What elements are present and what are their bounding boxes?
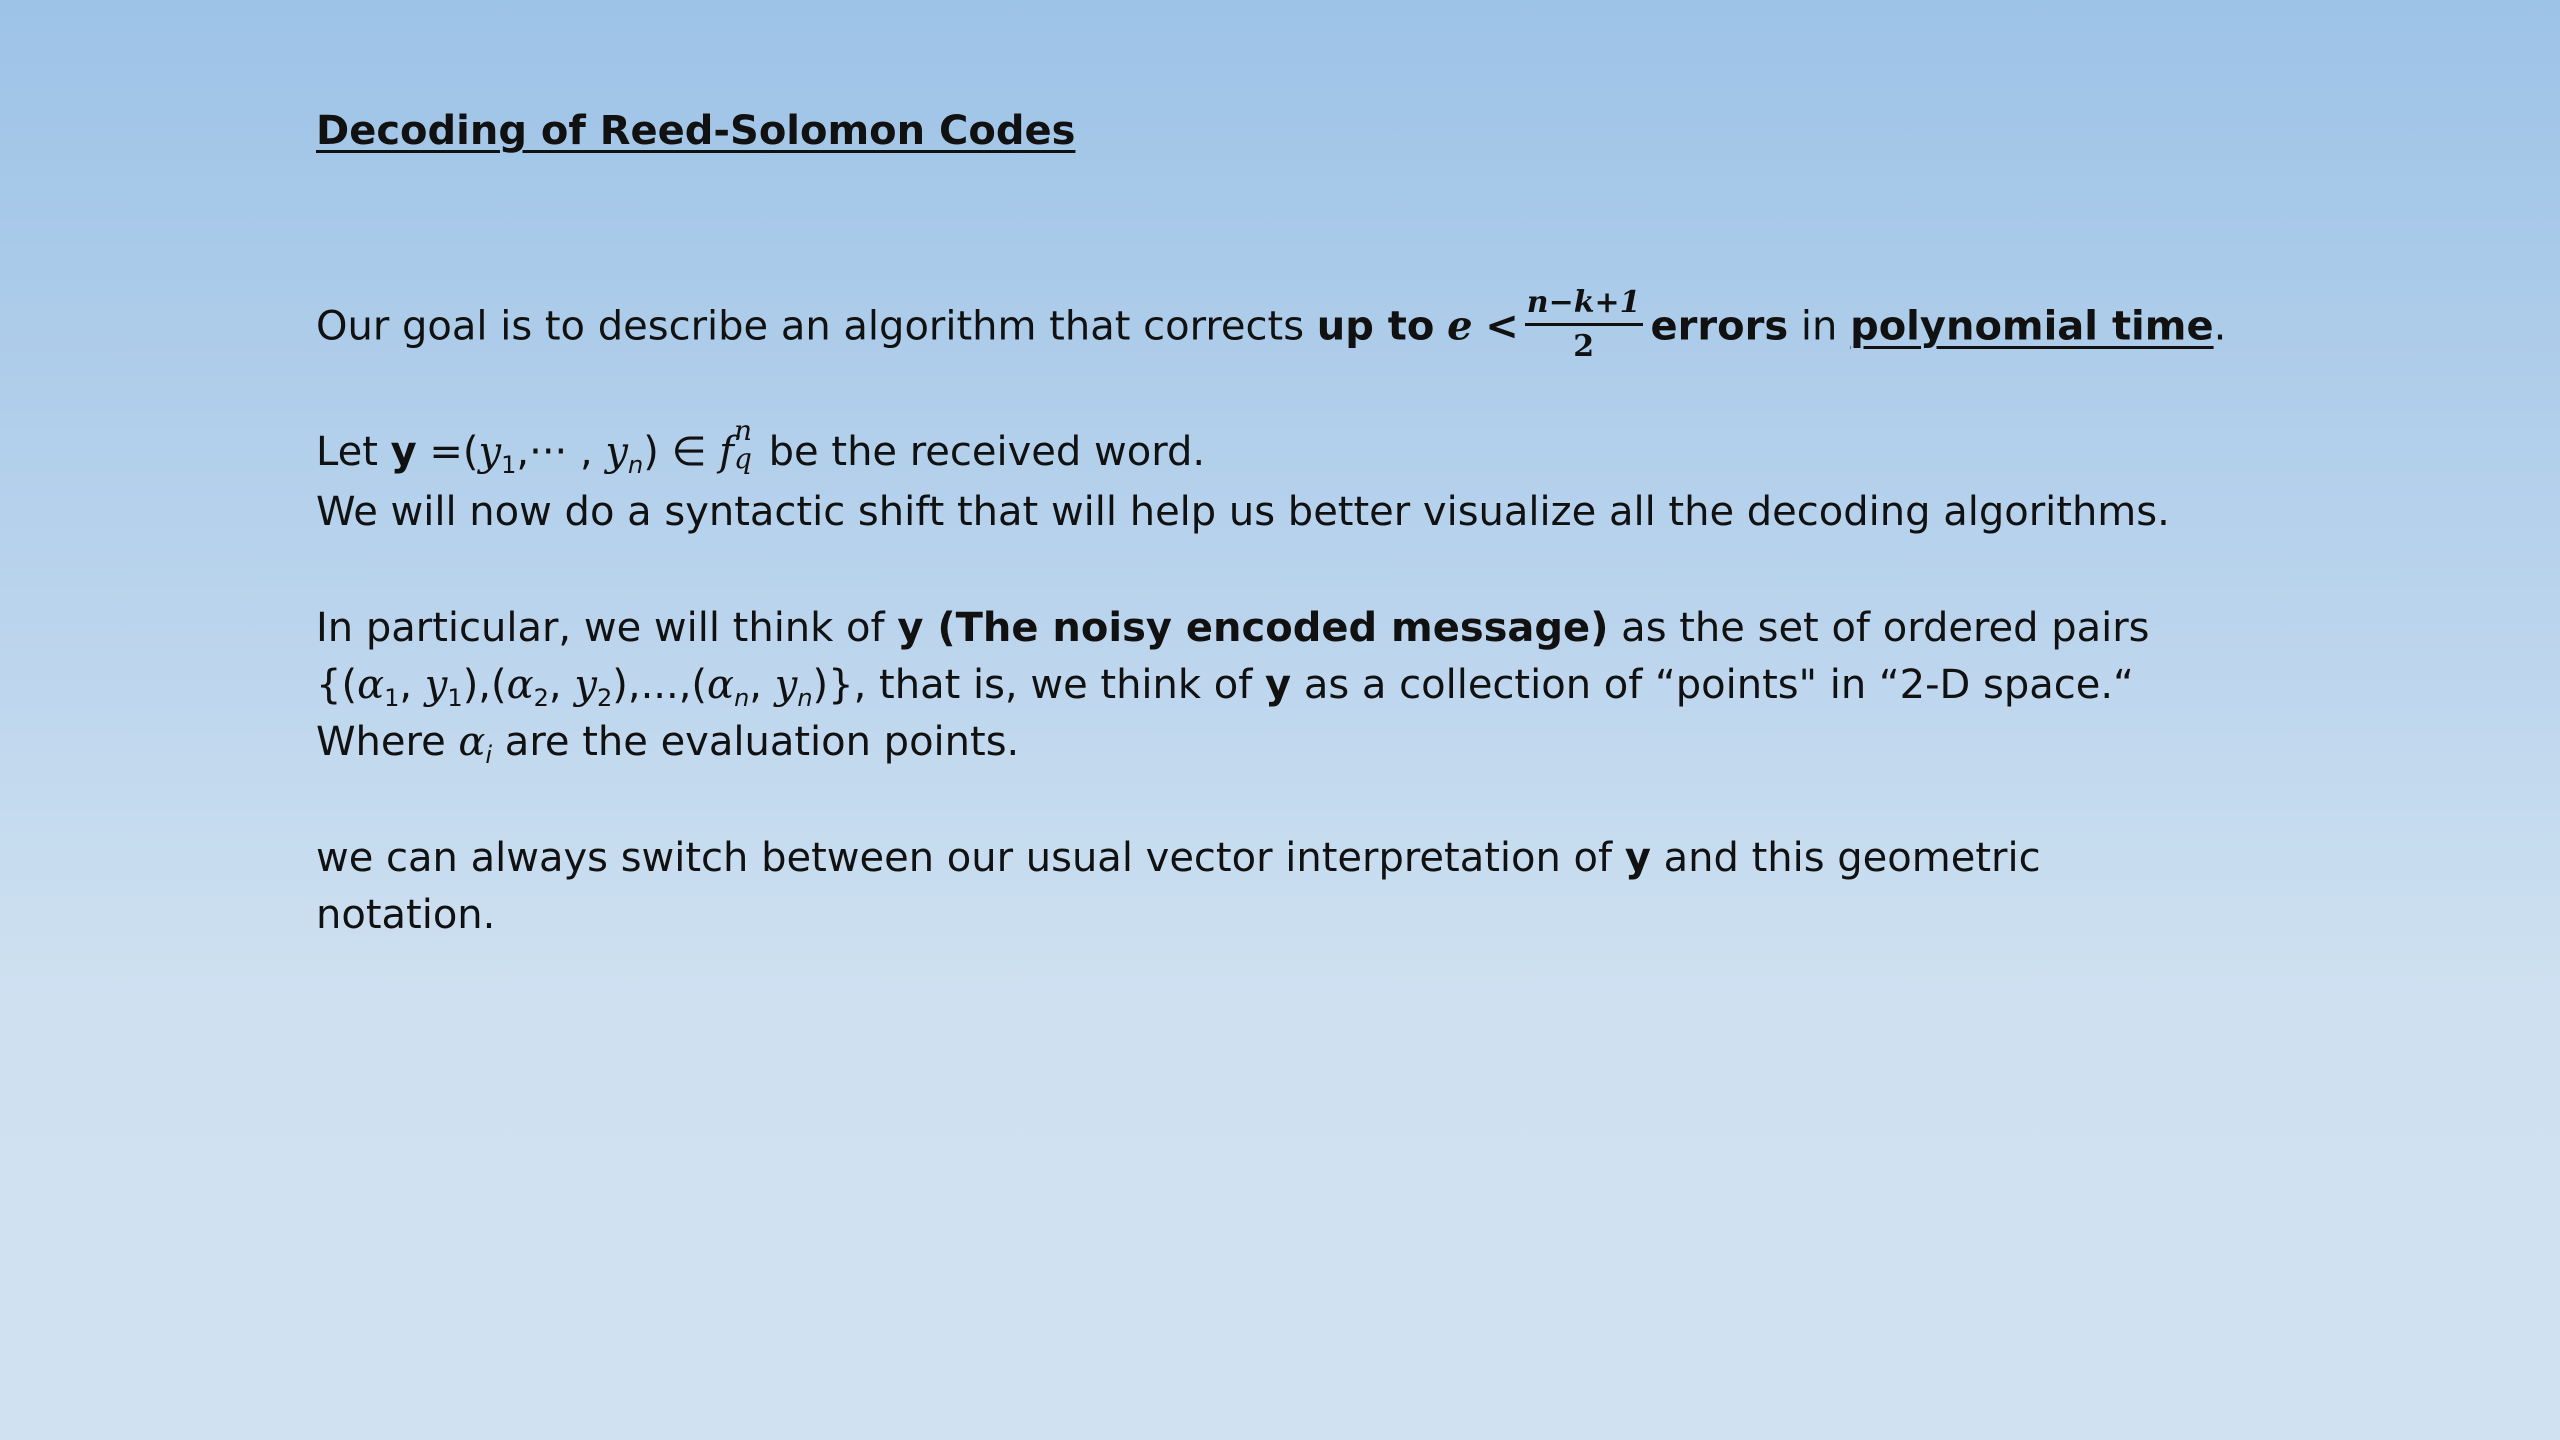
pairs-y1: y xyxy=(424,662,448,708)
where-line xyxy=(316,718,1019,770)
let-field-f: f xyxy=(719,429,734,475)
let-y1: y xyxy=(478,429,502,475)
slide-title: Decoding of Reed-Solomon Codes xyxy=(316,108,1076,154)
let-field-scripts xyxy=(733,414,756,475)
pairs-rest: as a collection of “points" in “2-D space.“ xyxy=(1291,662,2134,708)
pairs-y2: y xyxy=(574,662,597,708)
goal-less-than: < xyxy=(1485,303,1519,350)
pairs-comma1: , xyxy=(399,662,425,708)
pairs-alphan: α xyxy=(707,662,735,708)
pairs-sep2: ),...,( xyxy=(612,662,708,708)
particular-line xyxy=(316,604,2150,652)
where-alpha-sub: i xyxy=(485,741,493,769)
goal-e: e xyxy=(1447,302,1473,350)
goal-up-to: up to xyxy=(1316,303,1435,350)
switch-text: we can always switch between our usual vector interpretation of xyxy=(316,835,1625,881)
let-eq: =( xyxy=(416,429,479,475)
let-rest: be the received word. xyxy=(755,429,1206,475)
let-field-sup: n xyxy=(733,414,752,447)
let-close: ) ∈ xyxy=(643,429,720,475)
pairs-y: y xyxy=(1265,662,1292,708)
switch-rest: and this geometric xyxy=(1650,835,2041,881)
particular-text: In particular, we will think of xyxy=(316,605,898,651)
pairs-y1-sub: 1 xyxy=(447,684,463,712)
goal-in: in xyxy=(1788,303,1851,350)
pairs-comma3: , xyxy=(749,662,775,708)
goal-errors: errors xyxy=(1650,303,1789,350)
pairs-alpha2: α xyxy=(506,662,534,708)
switch-y: y xyxy=(1624,835,1651,881)
pairs-yn: y xyxy=(774,662,798,708)
pairs-close: )}, that is, we think of xyxy=(812,662,1266,708)
goal-line xyxy=(316,285,2227,367)
slide xyxy=(316,0,2376,1440)
let-word: Let xyxy=(316,429,391,475)
where-alpha: α xyxy=(458,719,486,765)
let-line xyxy=(316,414,1206,480)
let-dots: ,··· , xyxy=(516,429,606,475)
let-y: y xyxy=(390,429,417,475)
let-y1-sub: 1 xyxy=(501,451,517,479)
where-rest: are the evaluation points. xyxy=(492,719,1020,765)
pairs-y2-sub: 2 xyxy=(596,684,613,712)
pairs-yn-sub: n xyxy=(797,684,813,712)
goal-text: Our goal is to describe an algorithm that corrects xyxy=(316,303,1317,350)
goal-period: . xyxy=(2213,303,2227,350)
particular-y: y xyxy=(897,605,924,651)
pairs-alpha1: α xyxy=(357,662,385,708)
notation-line: notation. xyxy=(316,892,496,938)
let-field-sub: q xyxy=(733,442,752,475)
particular-rest: as the set of ordered pairs xyxy=(1608,605,2150,651)
shift-line: We will now do a syntactic shift that will help us better visualize all the decoding algorithms. xyxy=(316,489,2170,535)
pairs-alphan-sub: n xyxy=(734,684,750,712)
where-text: Where xyxy=(316,719,459,765)
pairs-line xyxy=(316,661,2134,713)
pairs-alpha1-sub: 1 xyxy=(384,684,400,712)
goal-polynomial-time: polynomial time xyxy=(1850,303,2214,350)
pairs-sep1: ),( xyxy=(462,662,507,708)
fraction-numerator: n−k+1 xyxy=(1525,286,1643,326)
let-yn-sub: n xyxy=(628,451,644,479)
pairs-comma2: , xyxy=(548,662,575,708)
particular-noisy-message: (The noisy encoded message) xyxy=(923,605,1609,651)
pairs-open: {( xyxy=(316,662,358,708)
let-yn: y xyxy=(605,429,629,475)
goal-fraction xyxy=(1525,286,1643,363)
pairs-alpha2-sub: 2 xyxy=(533,684,549,712)
switch-line xyxy=(316,834,2041,882)
fraction-denominator: 2 xyxy=(1573,329,1595,364)
